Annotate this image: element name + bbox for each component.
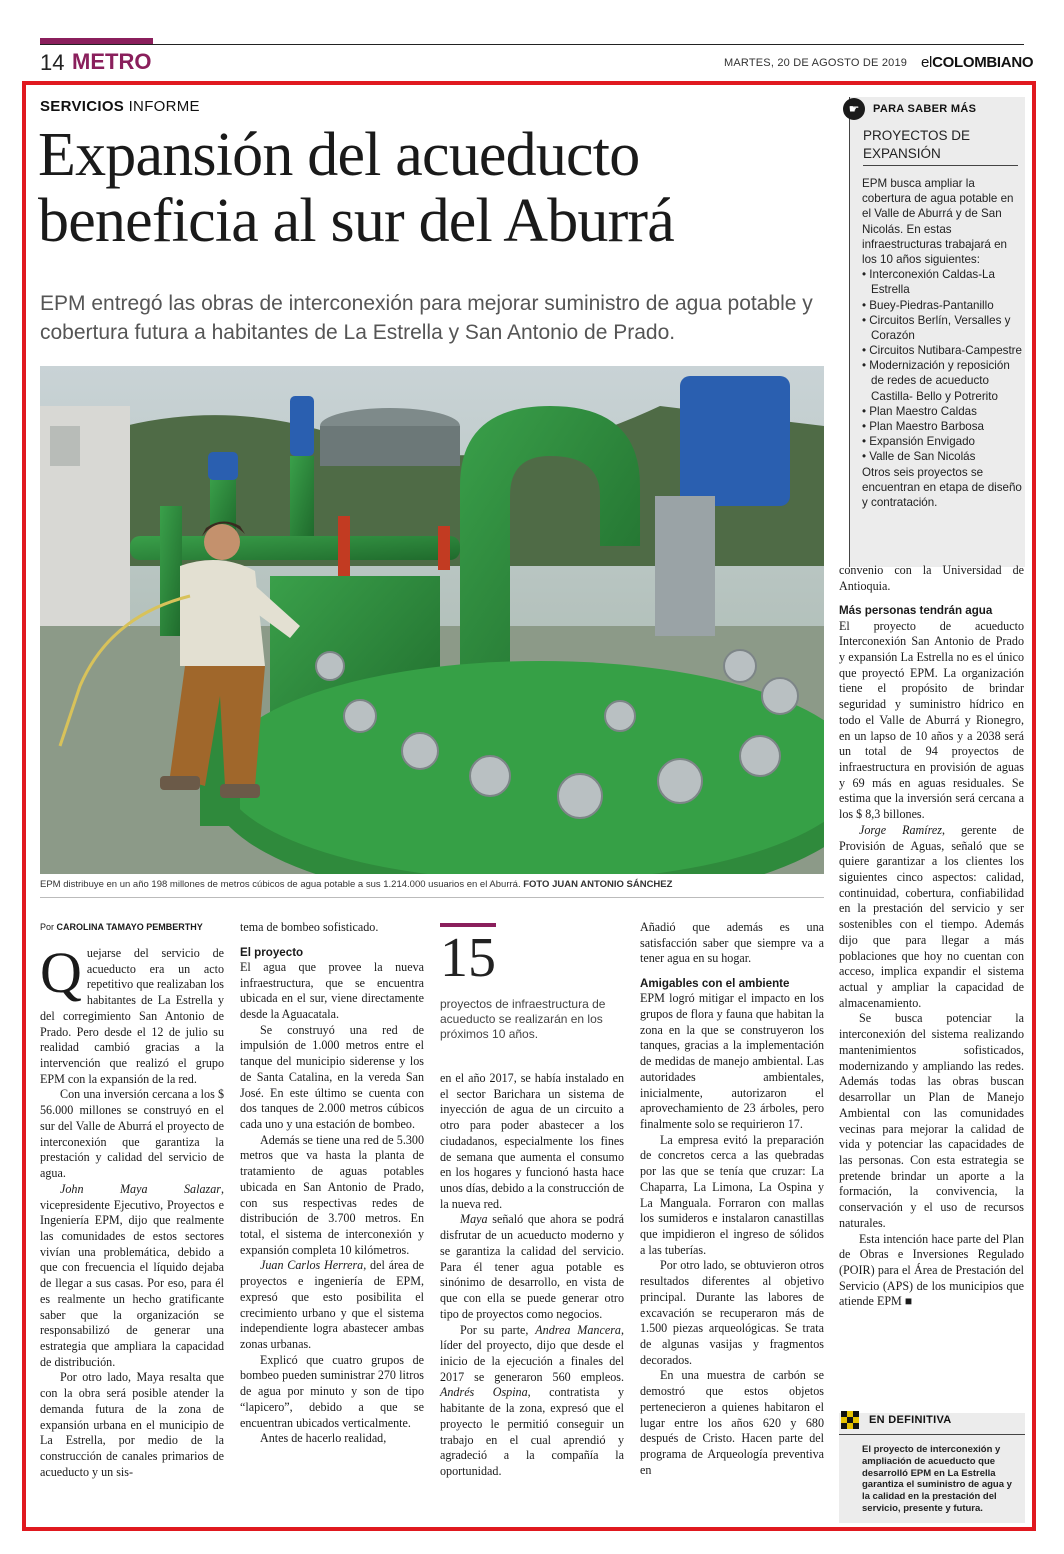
byline-name: CAROLINA TAMAYO PEMBERTHY (56, 922, 203, 932)
paragraph: Se busca potenciar la interconexión del sistema realizando mantenimientos sofisticados, modernizando y ampliando las redes. Además todas las obras buscan desarrollar un Plan de Manejo Ambiental con las comunidades vecinas para mejorar la calidad de vida y potenciar las capacidades de las personas. Con esta estrategia se pretende brindar un aporte a la formación, la convivencia, la conservación y el uso de recursos naturales. (839, 1011, 1024, 1230)
byline (40, 922, 224, 932)
list-item: • Plan Maestro Barbosa (862, 419, 1022, 434)
list-item: • Valle de San Nicolás (862, 449, 1022, 464)
paragraph-text: , líder del proyecto, dijo que desde el inicio de la ejecución a finales del 2017 se generaron 560 empleos. (440, 1322, 624, 1384)
subhead: El proyecto (240, 945, 304, 959)
paragraph-text: , vicepresidente Ejecutivo, Proyectos e Ingeniería EPM, dijo que realmente las comunidades de estos sectores vivían una problemática, debido a que con frecuencia el líquido dejaba de llegar a sus casas. Por eso, para él es realmente un hecho gratificante saber que la organización se responsabilizó de generar una estrategia que ampliara la capacidad de distribución. (40, 1181, 224, 1369)
sidebar-subtitle: PROYECTOS DE EXPANSIÓN (863, 127, 1018, 166)
paragraph: Por otro lado, se obtuvieron otros resultados diferentes al objetivo principal. Durante las labores de excavación se recuperaron más de 1.500 piezas arqueológicas. Se trata de algunas vasijas y fragmentos decorados. (640, 1258, 824, 1367)
kicker-section: SERVICIOS (40, 98, 125, 115)
paragraph: Antes de hacerlo realidad, (260, 1431, 387, 1446)
definitiva-rule (839, 1434, 1025, 1435)
checkered-icon (841, 1411, 859, 1429)
paragraph: convenio con la Universidad de Antioquia. (839, 563, 1024, 593)
paragraph (440, 1323, 624, 1480)
drop-cap: Q (40, 940, 82, 1005)
person-name: Juan Carlos Herrera (260, 1258, 364, 1273)
paragraph (40, 940, 224, 1087)
definitiva-title: EN DEFINITIVA (869, 1414, 952, 1426)
sidebar-intro: EPM busca ampliar la cobertura de agua potable en el Valle de Aburrá y de San Nicolás. En estas infraestructuras trabajará en los 10 años siguientes: (862, 177, 1014, 266)
paragraph-text: uejarse del servicio de acueducto era un acto repetitivo que realizaban los habitantes de La Estrella y del corregimiento San Antonio de Prado. Pero desde el 12 de julio su realidad cambió gracias a la intervención que realizó el grupo EPM con la expansión de la red. (40, 946, 224, 1086)
newspaper-logo (921, 54, 1033, 71)
sidebar-title: PARA SABER MÁS (873, 103, 977, 115)
paragraph: El agua que provee la nueva infraestructura, que se encuentra ubicada en el sur, viene directamente desde la Aguacatala. (240, 959, 424, 1021)
list-item: • Interconexión Caldas-La Estrella (862, 267, 1022, 297)
paragraph (839, 1232, 1024, 1311)
pointer-hand-icon: ☛ (843, 98, 865, 120)
definitiva-text: El proyecto de interconexión y ampliación de acueducto que desarrolló EPM en La Estrella garantiza el suministro de agua y la calidad en la prestación del servicio, presente y futura. (862, 1444, 1012, 1514)
paragraph: Se construyó una red de impulsión de 1.000 metros entre el tanque del municipio siderense y los de Santa Catalina, en la vereda San José. En este último se cuenta con dos tanques de 2.000 metros cúbicos cada uno y una estación de bombeo. (240, 1022, 424, 1131)
paragraph: en el año 2017, se había instalado en el sector Barichara un sistema de inyección de agua de un circuito a otro para poder abastecer a los ciudadanos, especialmente los fines de semana que aumenta el consumo en los hogares y funcionó hasta hace unos días, debido a la construcción de la nueva red. (440, 1071, 624, 1211)
paragraph: El proyecto de acueducto Interconexión San Antonio de Prado y expansión La Estrella no es el único que proyectó EPM. La organización tiene el propósito de brindar seguridad y suministro hídrico en todo el Valle de Aburrá y Rionegro, en un lapso de 10 años y a 2038 será un total de 94 proyectos de infraestructura en provisión de aguas y 69 más en aguas residuales. Se estima que la inversión será cercana a los $ 8,3 billones. (839, 618, 1024, 822)
kicker (40, 98, 200, 115)
body-column-1 (40, 922, 224, 1480)
paragraph-text: Por su parte, (460, 1322, 536, 1337)
issue-date: MARTES, 20 DE AGOSTO DE 2019 (724, 57, 908, 69)
paragraph: EPM logró mitigar el impacto en los grupos de flora y fauna que habitan la zona en la que se construyeron los tanques, gracias a la implementación de medidas de manejo ambiental. Las autoridades ambientales, inicialmente, autorizaron el aprovechamiento de 23 árboles, pero finalmente solo se requirieron 17. (640, 991, 824, 1131)
paragraph-text: señaló que ahora se podrá disfrutar de un acueducto moderno y se garantiza la calidad del servicio. Para él tener agua potable es sinónimo de desarrollo, en vista de que con ella se puede generar otro tipo de proyectos como negocios. (440, 1212, 624, 1321)
person-name: Andrés Ospina (440, 1385, 528, 1400)
callout-text: proyectos de infraestructura de acueducto se realizarán en los próximos 10 años. (440, 997, 606, 1042)
logo-name: COLOMBIANO (932, 54, 1034, 71)
paragraph (240, 1258, 424, 1352)
paragraph (440, 1212, 624, 1322)
kicker-type: INFORME (128, 98, 200, 115)
paragraph: Con una inversión cercana a los $ 56.000 millones se construyó en el sur del Valle de Aburrá el proyecto de interconexión que garantiza la prestación y calidad del servicio de agua. (40, 1087, 224, 1181)
logo-prefix: el (921, 54, 933, 71)
paragraph (40, 1182, 224, 1371)
sidebar-body (862, 176, 1022, 510)
folio-rule (40, 44, 1024, 45)
paragraph: La empresa evitó la preparación de concretos cerca a las quebradas por las que se tenía que cruzar: La Chaparra, La Limona, La Ospina y La Manguala. Forraron con mallas los sumideros e instalaron canastillas que impidieron el ingreso de sólidos a las tuberías. (640, 1132, 824, 1257)
deck: EPM entregó las obras de interconexión para mejorar suministro de agua potable y cobertura futura a habitantes de La Estrella y San Antonio de Prado. (40, 292, 813, 345)
paragraph: tema de bombeo sofisticado. (240, 920, 379, 934)
paragraph-text: , gerente de Provisión de Aguas, señaló que se quiere garantizar a los clientes los siguientes cinco aspectos: calidad, continuidad, cobertura, confiabilidad en la prestación del servicio y ser sostenibles con el tiempo. Además dijo que para llegar a más poblaciones que hoy no cuentan con acceso, implica expandir el sistema actual y ampliar la capacidad de almacenamiento. (839, 822, 1024, 1010)
headline: Expansión del acueducto beneficia al sur del Aburrá (38, 121, 674, 256)
paragraph: Añadió que además es una satisfacción saber que siempre va a tener agua en su hogar. (640, 920, 824, 966)
callout-number: 15 (440, 927, 496, 989)
person-name: Maya (460, 1212, 488, 1227)
project-list (862, 267, 1022, 464)
paragraph: En una muestra de carbón se demostró que estos objetos pertenecieron a quienes habitaron el lugar entre los años 620 y 680 después de Cristo. Hacen parte del programa de Arqueología preventiva en (640, 1368, 824, 1477)
list-item: • Circuitos Nutibara-Campestre (862, 343, 1022, 358)
body-column-3 (440, 1071, 624, 1480)
sidebar-outro: Otros seis proyectos se encuentran en etapa de diseño y contratación. (862, 465, 1022, 509)
byline-prefix: Por (40, 922, 55, 932)
article-photo (40, 366, 824, 874)
paragraph: Explicó que cuatro grupos de bombeo pueden suministrar 270 litros de agua por minuto y son de tipo “lapicero”, debido a que se encuentran ubicados verticalmente. (240, 1352, 424, 1430)
subhead: Más personas tendrán agua (839, 604, 993, 618)
body-column-5 (839, 563, 1024, 1310)
person-name: John Maya Salazar (60, 1181, 221, 1196)
paragraph: Además se tiene una red de 5.300 metros que va hasta la planta de tratamiento de aguas potables ubicada en San Antonio de Prado, con sus respectivas redes de distribución de 3.700 metros. En total, el sistema de interconexión y expansión completa 10 kilómetros. (240, 1132, 424, 1257)
sidebar-rule (849, 97, 850, 567)
person-name: Jorge Ramírez (859, 822, 942, 837)
paragraph-text: , del área de proyectos e ingeniería de EPM, expresó que esto posibilita el crecimiento urbano y que el sistema independiente logra abastecer ambas zonas urbanas. (240, 1258, 424, 1352)
list-item: • Plan Maestro Caldas (862, 404, 1022, 419)
list-item: • Expansión Envigado (862, 434, 1022, 449)
caption-rule (40, 897, 824, 898)
photo-credit: FOTO JUAN ANTONIO SÁNCHEZ (523, 879, 673, 890)
photo-caption (40, 879, 830, 890)
list-item: • Buey-Piedras-Pantanillo (862, 298, 1022, 313)
caption-text: EPM distribuye en un año 198 millones de metros cúbicos de agua potable a sus 1.214.000 usuarios en el Aburrá. (40, 879, 521, 890)
paragraph-text: , contratista y habitante de la zona, expresó que el proyecto le permitió conseguir un trabajo en el cual aprendió y agradeció a la compañía la oportunidad. (440, 1385, 624, 1478)
section-name: METRO (72, 49, 152, 74)
paragraph: Por otro lado, Maya resalta que con la obra será posible atender la demanda futura de la zona de expansión urbana en el municipio de La Estrella, por medio de la construcción de canales primarios de acueducto y un sis- (40, 1370, 224, 1479)
paragraph-text: Esta intención hace parte del Plan de Obras e Inversiones Regulado (POIR) para el Área de Prestación del Servicio (APS) de los municipios que atiende EPM (839, 1231, 1024, 1309)
end-mark: ■ (904, 1294, 913, 1309)
list-item: • Modernización y reposición de redes de acueducto Castilla- Bello y Potrerito (862, 358, 1022, 404)
subhead: Amigables con el ambiente (640, 977, 790, 991)
person-name: Andrea Mancera (535, 1322, 621, 1337)
body-column-2 (240, 920, 424, 1447)
paragraph (839, 823, 1024, 1012)
page-number: 14 (40, 50, 65, 75)
list-item: • Circuitos Berlín, Versalles y Corazón (862, 313, 1022, 343)
body-column-4 (640, 920, 824, 1479)
